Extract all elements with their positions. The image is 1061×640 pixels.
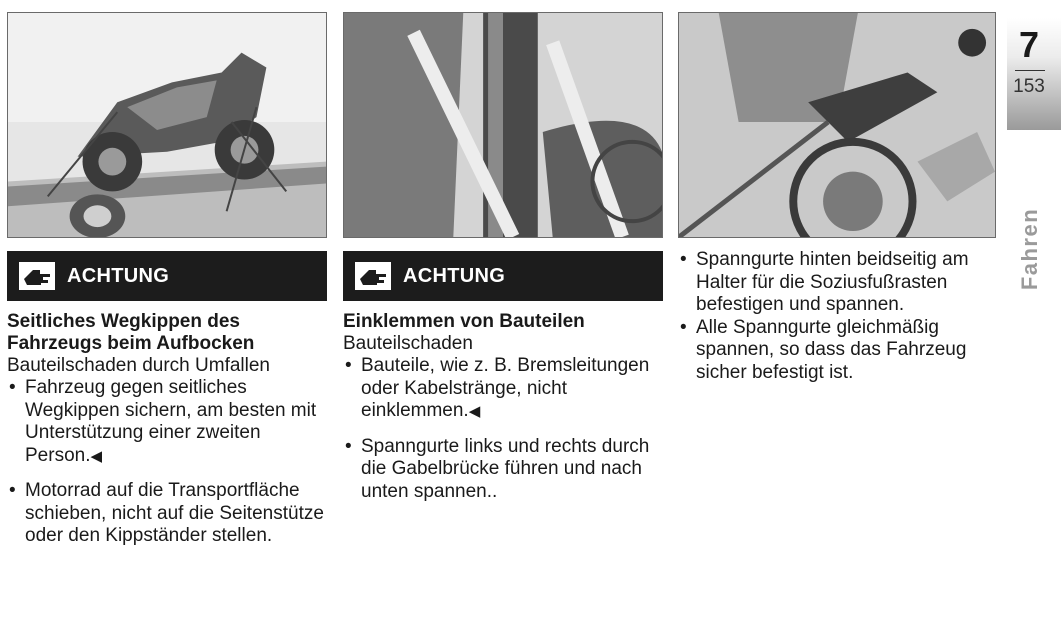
chapter-title: Fahren [1017, 207, 1042, 291]
front-fork-strap-photo [343, 12, 663, 238]
list-item: • Fahrzeug gegen seitliches Wegkippen sichern, am besten mit Unterstützung einer zweiten Person.◀ [7, 377, 327, 468]
warning-hand-icon [19, 262, 55, 290]
warning-subtitle: Bauteilschaden [343, 333, 473, 354]
list-item: • Motorrad auf die Transportfläche schieben, nicht auf die Seitenstütze oder den Kippständer stellen. [7, 480, 327, 548]
warning-label: ACHTUNG [67, 264, 170, 287]
column-3 [678, 12, 996, 384]
column-2 [343, 12, 663, 503]
warning-subtitle: Bauteilschaden durch Umfallen [7, 355, 270, 376]
warning-heading: Einklemmen von Bauteilen [343, 311, 585, 332]
bullet-list [7, 377, 327, 548]
list-item: • Bauteile, wie z. B. Bremsleitungen oder Kabelstränge, nicht einklemmen.◀ [343, 355, 663, 424]
list-item: • Spanngurte hinten beidseitig am Halter für die Soziusfußrasten befestigen und spannen. [678, 249, 996, 317]
rear-footrest-strap-photo [678, 12, 996, 238]
list-item: • Alle Spanngurte gleichmäßig spannen, so dass das Fahrzeug sicher befestigt ist. [678, 317, 996, 385]
warning-label: ACHTUNG [403, 264, 506, 287]
page-number: 153 [1013, 76, 1045, 97]
list-item: • Spanngurte links und rechts durch die Gabelbrücke führen und nach unten spannen.. [343, 436, 663, 504]
column-1 [7, 12, 327, 548]
chapter-number: 7 [1018, 24, 1040, 65]
end-mark-icon: ◀ [468, 403, 481, 420]
warning-banner [7, 251, 327, 301]
divider [1015, 70, 1045, 71]
bullet-list [678, 249, 996, 384]
warning-banner [343, 251, 663, 301]
motorcycle-on-trailer-photo [7, 12, 327, 238]
end-mark-icon: ◀ [90, 447, 103, 465]
warning-heading: Seitliches Wegkippen des Fahrzeugs beim Aufbocken [7, 311, 255, 354]
warning-hand-icon [355, 262, 391, 290]
chapter-tab [1007, 18, 1061, 130]
bullet-list [343, 355, 663, 503]
